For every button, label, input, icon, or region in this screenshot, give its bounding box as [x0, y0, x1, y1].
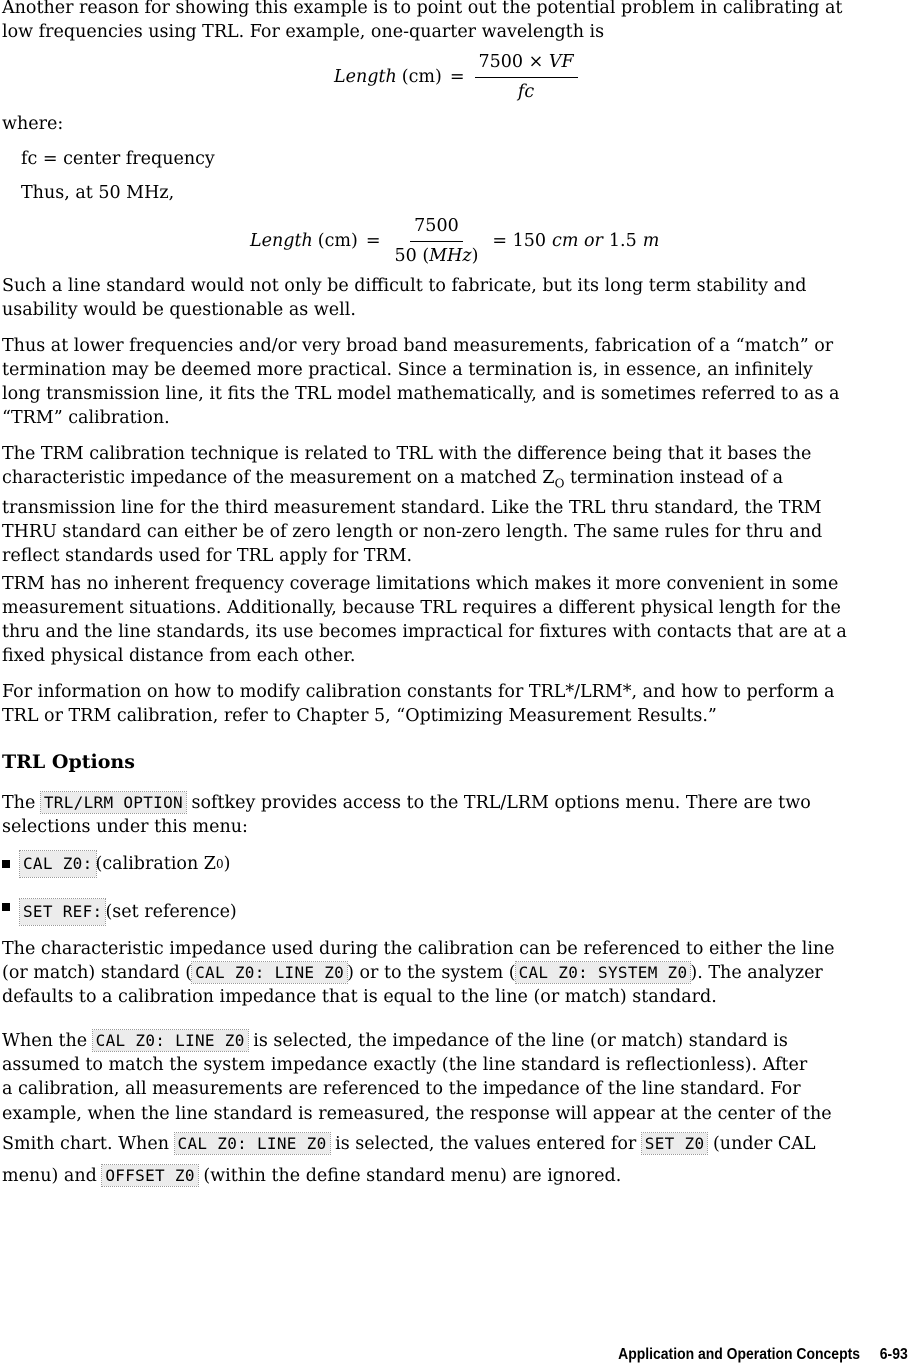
text-line: For information on how to modify calibration constants for TRL*/LRM*, and how to perform a	[2, 682, 835, 702]
bullet-text: (set reference)	[105, 902, 237, 922]
formula-lhs-var: Length	[334, 67, 397, 87]
text-line: thru and the line standards, its use becomes impractical for fixtures with contacts that are at a	[2, 622, 847, 642]
subscript: 0	[215, 857, 224, 871]
where-label: where:	[2, 114, 64, 134]
section-heading: TRL Options	[2, 751, 135, 773]
text-line: example, when the line standard is remeasured, the response will appear at the center of the	[2, 1103, 832, 1124]
bullet-text: )	[223, 854, 231, 874]
text-run: menu) and	[2, 1166, 103, 1187]
text-line	[2, 961, 835, 985]
formula-lhs-var: Length	[250, 231, 313, 251]
numerator-var: VF	[548, 52, 574, 72]
bullet-item	[2, 851, 230, 877]
offset-z0-softkey[interactable]: OFFSET Z0	[102, 1165, 197, 1186]
formula-result: = 150	[492, 231, 547, 251]
text-line: usability would be questionable as well.	[2, 300, 356, 320]
page-footer	[618, 1343, 908, 1367]
formula-result-unit: cm or	[552, 231, 603, 251]
text-line: a calibration, all measurements are referenced to the impedance of the line standard. For	[2, 1079, 801, 1100]
wavelength-formula	[334, 50, 588, 104]
lower-frequency-paragraph	[2, 334, 839, 430]
text-line	[2, 1132, 832, 1156]
text-line: reflect standards used for TRL apply for TRM.	[2, 545, 413, 566]
formula-lhs-unit: (cm)	[317, 231, 358, 251]
text-line: long transmission line, it fits the TRL model mathematically, and is sometimes referred to as a	[2, 384, 840, 404]
text-line	[2, 791, 811, 815]
set-z0-softkey[interactable]: SET Z0	[642, 1133, 708, 1154]
text-run: The	[2, 793, 41, 813]
thus-text: Thus, at 50 MHz,	[21, 183, 175, 203]
text-run: is selected, the impedance of the line (or match) standard is	[247, 1031, 788, 1051]
text-line: fixed physical distance from each other.	[2, 646, 356, 666]
text-run: (or match) standard (	[2, 963, 193, 983]
set-ref-softkey[interactable]: SET REF:	[20, 899, 105, 925]
length-at-50mhz-formula	[250, 214, 659, 268]
text-line	[2, 1029, 832, 1053]
formula-denominator: fc	[517, 82, 535, 102]
text-line: low frequencies using TRL. For example, one-quarter wavelength is	[2, 22, 605, 42]
cal-z0-line-z0-softkey[interactable]: CAL Z0: LINE Z0	[192, 962, 347, 983]
subscript: O	[554, 476, 565, 491]
bullet-square-icon	[2, 860, 10, 868]
line-z0-selected-paragraph	[2, 1029, 832, 1188]
text-run: characteristic impedance of the measurement on a matched Z	[2, 468, 555, 488]
bullet-text: (calibration Z	[95, 854, 216, 874]
formula-result-unit2: m	[642, 231, 660, 251]
text-line: Thus at lower frequencies and/or very broad band measurements, fabrication of a “match” or	[2, 336, 834, 356]
page-number: 6-93	[880, 1346, 908, 1363]
text-line: THRU standard can either be of zero length or non-zero length. The same rules for thru and	[2, 521, 823, 542]
footer-section-title: Application and Operation Concepts	[618, 1346, 861, 1363]
text-run: Smith chart. When	[2, 1133, 175, 1154]
text-run: ). The analyzer	[690, 963, 823, 983]
formula-numerator: 7500	[410, 214, 463, 242]
text-run: (within the define standard menu) are ignored.	[197, 1166, 622, 1187]
text-line: Another reason for showing this example is to point out the potential problem in calibrating at	[2, 0, 843, 18]
text-run: When the	[2, 1031, 93, 1051]
formula-fraction	[475, 50, 578, 104]
text-line: The characteristic impedance used during the calibration can be referenced to either the line	[2, 939, 835, 959]
fc-definition: fc = center frequency	[21, 149, 215, 169]
formula-equals: =	[449, 67, 465, 87]
denominator-close: )	[471, 246, 479, 266]
text-line: TRL or TRM calibration, refer to Chapter 5, “Optimizing Measurement Results.”	[2, 706, 717, 726]
line-standard-paragraph	[2, 274, 806, 322]
text-line: “TRM” calibration.	[2, 408, 170, 428]
formula-fraction	[391, 214, 483, 268]
text-run: termination instead of a	[564, 468, 784, 488]
cal-z0-system-z0-softkey[interactable]: CAL Z0: SYSTEM Z0	[516, 962, 691, 983]
options-intro-paragraph	[2, 791, 811, 839]
formula-lhs-unit: (cm)	[401, 67, 442, 87]
formula-equals: =	[365, 231, 381, 251]
cal-z0-line-z0-softkey[interactable]: CAL Z0: LINE Z0	[175, 1133, 330, 1154]
text-run: softkey provides access to the TRL/LRM options menu. There are two	[185, 793, 811, 813]
denominator-var: MHz	[429, 246, 472, 266]
text-line	[2, 1164, 832, 1188]
text-line: Such a line standard would not only be difficult to fabricate, but its long term stability and	[2, 276, 807, 296]
text-run: (under CAL	[707, 1133, 816, 1154]
denominator-text: 50 (	[394, 246, 430, 266]
text-line: TRM has no inherent frequency coverage limitations which makes it more convenient in some	[2, 574, 839, 594]
text-line: defaults to a calibration impedance that is equal to the line (or match) standard.	[2, 987, 717, 1007]
trm-technique-paragraph	[2, 442, 822, 568]
calibration-info-paragraph	[2, 680, 834, 728]
trl-lrm-option-softkey[interactable]: TRL/LRM OPTION	[41, 792, 186, 813]
text-line: termination may be deemed more practical. Since a termination is, in essence, an infinitely	[2, 360, 813, 380]
cal-z0-line-z0-softkey[interactable]: CAL Z0: LINE Z0	[93, 1030, 248, 1051]
impedance-paragraph	[2, 937, 835, 1009]
text-line: measurement situations. Additionally, because TRL requires a different physical length for the	[2, 598, 841, 618]
cal-z0-softkey[interactable]: CAL Z0:	[20, 851, 96, 877]
text-line	[2, 466, 822, 496]
trm-limitations-paragraph	[2, 572, 847, 668]
text-run: ) or to the system (	[347, 963, 516, 983]
numerator-text: 7500 ×	[478, 52, 549, 72]
text-line: selections under this menu:	[2, 817, 248, 837]
bullet-item	[2, 899, 237, 925]
intro-paragraph	[2, 0, 842, 44]
text-line: assumed to match the system impedance exactly (the line standard is reflectionless). After	[2, 1055, 808, 1076]
formula-result-value: 1.5	[608, 231, 637, 251]
text-run: is selected, the values entered for	[329, 1133, 642, 1154]
formula-numerator	[475, 50, 578, 78]
formula-denominator	[391, 242, 483, 268]
bullet-square-icon	[2, 903, 10, 911]
text-line: transmission line for the third measurement standard. Like the TRL thru standard, the TRM	[2, 497, 822, 518]
text-line: The TRM calibration technique is related to TRL with the difference being that it bases the	[2, 444, 812, 464]
